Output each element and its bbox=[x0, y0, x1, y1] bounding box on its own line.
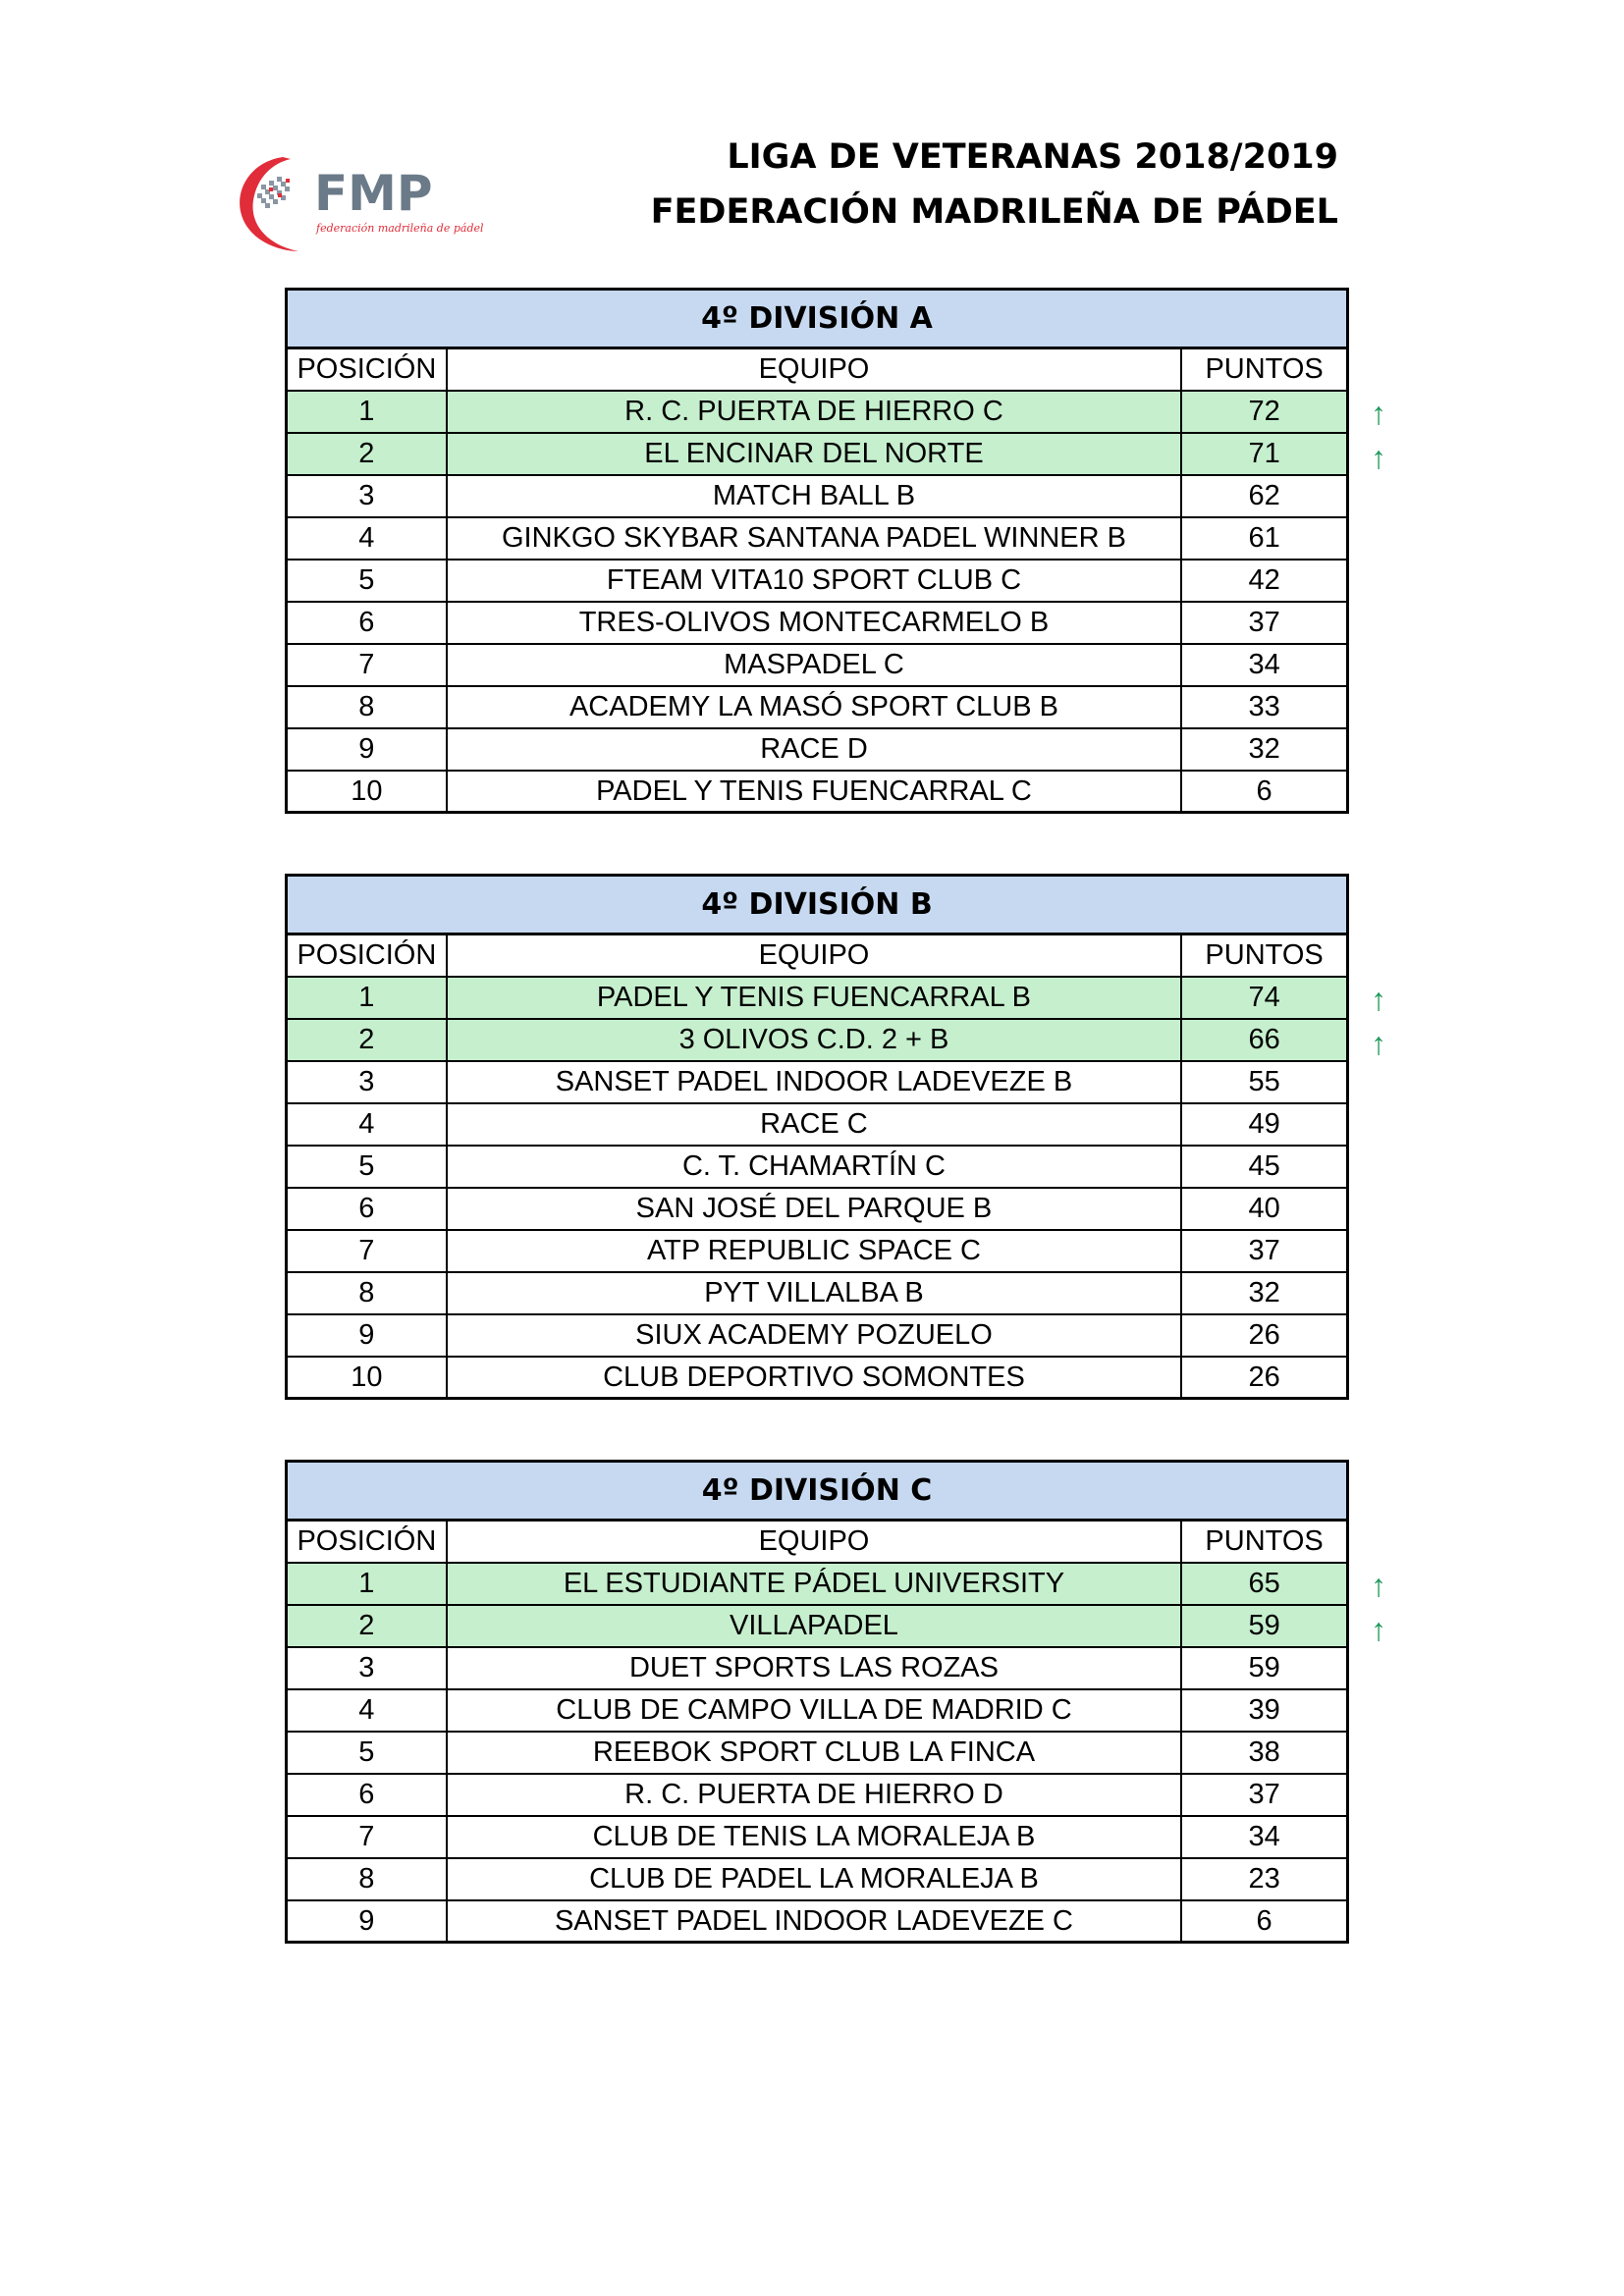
team-cell: CLUB DE PADEL LA MORALEJA B bbox=[447, 1858, 1180, 1900]
team-cell: CLUB DE CAMPO VILLA DE MADRID C bbox=[447, 1689, 1180, 1732]
team-cell: RACE C bbox=[447, 1103, 1180, 1146]
position-cell: 1 bbox=[287, 1563, 448, 1605]
table-row bbox=[287, 391, 1348, 433]
points-cell: 72 bbox=[1181, 391, 1348, 433]
position-cell: 5 bbox=[287, 1732, 448, 1774]
title-line-federation: FEDERACIÓN MADRILEÑA DE PÁDEL bbox=[650, 192, 1338, 232]
position-cell: 8 bbox=[287, 1272, 448, 1314]
column-header-row bbox=[287, 1521, 1348, 1564]
team-cell: CLUB DE TENIS LA MORALEJA B bbox=[447, 1816, 1180, 1858]
table-row bbox=[287, 1816, 1348, 1858]
points-cell: 59 bbox=[1181, 1605, 1348, 1647]
points-cell: 26 bbox=[1181, 1314, 1348, 1357]
arrow-up-icon: ↑ bbox=[1371, 1612, 1386, 1647]
position-cell: 6 bbox=[287, 1774, 448, 1816]
column-header-position: POSICIÓN bbox=[287, 934, 448, 978]
table-row bbox=[287, 1146, 1348, 1188]
team-cell: PADEL Y TENIS FUENCARRAL B bbox=[447, 977, 1180, 1019]
table-row bbox=[287, 977, 1348, 1019]
team-cell: FTEAM VITA10 SPORT CLUB C bbox=[447, 560, 1180, 602]
table-row bbox=[287, 1563, 1348, 1605]
points-cell: 26 bbox=[1181, 1357, 1348, 1399]
position-cell: 6 bbox=[287, 602, 448, 644]
column-header-row bbox=[287, 934, 1348, 978]
position-cell: 4 bbox=[287, 1689, 448, 1732]
position-cell: 7 bbox=[287, 644, 448, 686]
fmp-logo-graphic bbox=[232, 149, 497, 257]
points-cell: 55 bbox=[1181, 1061, 1348, 1103]
team-cell: ACADEMY LA MASÓ SPORT CLUB B bbox=[447, 686, 1180, 728]
logo-brand-text: FMP bbox=[314, 165, 433, 222]
points-cell: 6 bbox=[1181, 771, 1348, 813]
page-title bbox=[651, 130, 1338, 240]
team-cell: MATCH BALL B bbox=[447, 475, 1180, 517]
column-header-team: EQUIPO bbox=[447, 348, 1180, 392]
points-cell: 37 bbox=[1181, 602, 1348, 644]
division-c-table bbox=[285, 1460, 1349, 1944]
table-row bbox=[287, 771, 1348, 813]
team-cell: SAN JOSÉ DEL PARQUE B bbox=[447, 1188, 1180, 1230]
team-cell: 3 OLIVOS C.D. 2 + B bbox=[447, 1019, 1180, 1061]
points-cell: 45 bbox=[1181, 1146, 1348, 1188]
division-title: 4º DIVISIÓN C bbox=[287, 1462, 1348, 1521]
position-cell: 6 bbox=[287, 1188, 448, 1230]
team-cell: SANSET PADEL INDOOR LADEVEZE C bbox=[447, 1900, 1180, 1943]
position-cell: 7 bbox=[287, 1816, 448, 1858]
column-header-points: PUNTOS bbox=[1181, 934, 1348, 978]
table-row bbox=[287, 1732, 1348, 1774]
position-cell: 4 bbox=[287, 1103, 448, 1146]
points-cell: 23 bbox=[1181, 1858, 1348, 1900]
table-row bbox=[287, 475, 1348, 517]
team-cell: PYT VILLALBA B bbox=[447, 1272, 1180, 1314]
division-title: 4º DIVISIÓN B bbox=[287, 876, 1348, 934]
position-cell: 2 bbox=[287, 1605, 448, 1647]
position-cell: 8 bbox=[287, 1858, 448, 1900]
column-header-team: EQUIPO bbox=[447, 1521, 1180, 1564]
column-header-points: PUNTOS bbox=[1181, 1521, 1348, 1564]
position-cell: 8 bbox=[287, 686, 448, 728]
position-cell: 9 bbox=[287, 728, 448, 771]
table-row bbox=[287, 1357, 1348, 1399]
points-cell: 42 bbox=[1181, 560, 1348, 602]
points-cell: 74 bbox=[1181, 977, 1348, 1019]
position-cell: 2 bbox=[287, 1019, 448, 1061]
points-cell: 32 bbox=[1181, 1272, 1348, 1314]
division-b-table bbox=[285, 874, 1349, 1400]
table-row bbox=[287, 433, 1348, 475]
logo-tagline-text: federación madrileña de pádel bbox=[316, 222, 484, 235]
position-cell: 1 bbox=[287, 391, 448, 433]
table-row bbox=[287, 1019, 1348, 1061]
team-cell: SANSET PADEL INDOOR LADEVEZE B bbox=[447, 1061, 1180, 1103]
team-cell: VILLAPADEL bbox=[447, 1605, 1180, 1647]
fmp-logo bbox=[232, 149, 497, 257]
table-row bbox=[287, 1188, 1348, 1230]
position-cell: 3 bbox=[287, 1061, 448, 1103]
table-row bbox=[287, 1605, 1348, 1647]
position-cell: 1 bbox=[287, 977, 448, 1019]
points-cell: 61 bbox=[1181, 517, 1348, 560]
position-cell: 10 bbox=[287, 771, 448, 813]
points-cell: 34 bbox=[1181, 644, 1348, 686]
team-cell: MASPADEL C bbox=[447, 644, 1180, 686]
column-header-points: PUNTOS bbox=[1181, 348, 1348, 392]
team-cell: REEBOK SPORT CLUB LA FINCA bbox=[447, 1732, 1180, 1774]
table-row bbox=[287, 517, 1348, 560]
team-cell: EL ENCINAR DEL NORTE bbox=[447, 433, 1180, 475]
title-line-league: LIGA DE VETERANAS 2018/2019 bbox=[727, 137, 1338, 177]
team-cell: SIUX ACADEMY POZUELO bbox=[447, 1314, 1180, 1357]
table-row bbox=[287, 1900, 1348, 1943]
points-cell: 65 bbox=[1181, 1563, 1348, 1605]
table-row bbox=[287, 1647, 1348, 1689]
table-row bbox=[287, 560, 1348, 602]
team-cell: CLUB DEPORTIVO SOMONTES bbox=[447, 1357, 1180, 1399]
team-cell: TRES-OLIVOS MONTECARMELO B bbox=[447, 602, 1180, 644]
points-cell: 40 bbox=[1181, 1188, 1348, 1230]
position-cell: 3 bbox=[287, 1647, 448, 1689]
table-row bbox=[287, 1858, 1348, 1900]
table-row bbox=[287, 602, 1348, 644]
position-cell: 9 bbox=[287, 1900, 448, 1943]
arrow-up-icon: ↑ bbox=[1371, 1026, 1386, 1061]
points-cell: 6 bbox=[1181, 1900, 1348, 1943]
points-cell: 62 bbox=[1181, 475, 1348, 517]
position-cell: 5 bbox=[287, 1146, 448, 1188]
position-cell: 9 bbox=[287, 1314, 448, 1357]
table-row bbox=[287, 728, 1348, 771]
column-header-position: POSICIÓN bbox=[287, 1521, 448, 1564]
table-row bbox=[287, 1774, 1348, 1816]
arrow-up-icon: ↑ bbox=[1371, 982, 1386, 1017]
arrow-up-icon: ↑ bbox=[1371, 1568, 1386, 1603]
team-cell: DUET SPORTS LAS ROZAS bbox=[447, 1647, 1180, 1689]
points-cell: 71 bbox=[1181, 433, 1348, 475]
points-cell: 49 bbox=[1181, 1103, 1348, 1146]
points-cell: 37 bbox=[1181, 1774, 1348, 1816]
team-cell: R. C. PUERTA DE HIERRO C bbox=[447, 391, 1180, 433]
position-cell: 5 bbox=[287, 560, 448, 602]
team-cell: C. T. CHAMARTÍN C bbox=[447, 1146, 1180, 1188]
column-header-row bbox=[287, 348, 1348, 392]
position-cell: 7 bbox=[287, 1230, 448, 1272]
team-cell: R. C. PUERTA DE HIERRO D bbox=[447, 1774, 1180, 1816]
position-cell: 4 bbox=[287, 517, 448, 560]
points-cell: 66 bbox=[1181, 1019, 1348, 1061]
table-row bbox=[287, 1314, 1348, 1357]
column-header-position: POSICIÓN bbox=[287, 348, 448, 392]
table-row bbox=[287, 644, 1348, 686]
division-a-table bbox=[285, 288, 1349, 814]
points-cell: 39 bbox=[1181, 1689, 1348, 1732]
division-title: 4º DIVISIÓN A bbox=[287, 290, 1348, 348]
position-cell: 10 bbox=[287, 1357, 448, 1399]
points-cell: 37 bbox=[1181, 1230, 1348, 1272]
table-row bbox=[287, 686, 1348, 728]
points-cell: 59 bbox=[1181, 1647, 1348, 1689]
team-cell: PADEL Y TENIS FUENCARRAL C bbox=[447, 771, 1180, 813]
position-cell: 2 bbox=[287, 433, 448, 475]
points-cell: 34 bbox=[1181, 1816, 1348, 1858]
points-cell: 32 bbox=[1181, 728, 1348, 771]
team-cell: ATP REPUBLIC SPACE C bbox=[447, 1230, 1180, 1272]
table-row bbox=[287, 1230, 1348, 1272]
table-row bbox=[287, 1103, 1348, 1146]
column-header-team: EQUIPO bbox=[447, 934, 1180, 978]
table-row bbox=[287, 1272, 1348, 1314]
team-cell: GINKGO SKYBAR SANTANA PADEL WINNER B bbox=[447, 517, 1180, 560]
position-cell: 3 bbox=[287, 475, 448, 517]
team-cell: EL ESTUDIANTE PÁDEL UNIVERSITY bbox=[447, 1563, 1180, 1605]
table-row bbox=[287, 1061, 1348, 1103]
arrow-up-icon: ↑ bbox=[1371, 440, 1386, 475]
arrow-up-icon: ↑ bbox=[1371, 396, 1386, 431]
table-row bbox=[287, 1689, 1348, 1732]
points-cell: 33 bbox=[1181, 686, 1348, 728]
points-cell: 38 bbox=[1181, 1732, 1348, 1774]
team-cell: RACE D bbox=[447, 728, 1180, 771]
